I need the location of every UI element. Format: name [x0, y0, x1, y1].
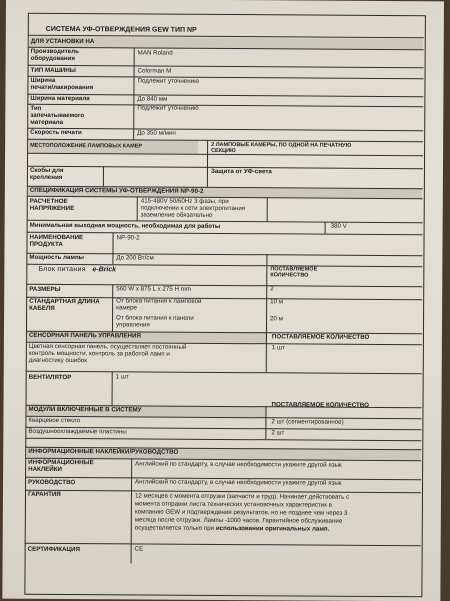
manual-value: Английский по стандарту, в случае необходимости укажите другой язык — [135, 478, 342, 487]
certification-label: СЕРТИФИКАЦИЯ — [27, 545, 80, 554]
touch-panel-desc: Цветная сенсорная панель, осуществляет постоянный контроль мощности, контроль за работой ламп и диагностику ошибок — [28, 342, 187, 364]
material-width-label: Ширина материала — [30, 94, 90, 103]
touch-panel-qty-label: ПОСТАВЛЯЕМОЕ КОЛИЧЕСТВО — [271, 333, 370, 341]
min-power-value: 380 V — [330, 222, 347, 230]
rated-voltage-label: РАСЧЕТНОЕ НАПРЯЖЕНИЕ — [29, 197, 75, 212]
speed-value: До 350 м/мин — [137, 129, 176, 137]
modules-qty-label: ПОСТАВЛЯЕМОЕ КОЛИЧЕСТВО — [271, 401, 369, 409]
machine-type-value: Colorman M — [137, 67, 172, 75]
cable-panel-value: 20 м — [270, 315, 283, 323]
stickers-label: ИНФОРМАЦИОННЫЕ НАКЛЕЙКИ — [28, 458, 94, 473]
material-type-value: Подлежит уточнению — [137, 104, 199, 112]
product-name-label: НАИМЕНОВАНИЕ ПРОДУКТА — [29, 233, 84, 248]
lamp-location-value: 2 ЛАМПОВЫЕ КАМЕРЫ, ПО ОДНОЙ НА ПЕЧАТНУЮ СЕКЦИЮ — [211, 141, 352, 155]
print-width-label: Ширина печати/лакирования — [30, 76, 94, 92]
air-plates-label: Воздушноохлаждаемые пластины — [28, 427, 127, 436]
product-name-value: NP-90-2 — [116, 234, 140, 242]
stickers-value: Английский по стандарту, в случае необходимости укажите другой язык — [135, 460, 342, 469]
cable-lamp-label: От блока питания к ламповой камере — [116, 297, 202, 312]
air-plates-value: 2 шт — [271, 429, 285, 437]
fan-value: 1 шт — [115, 373, 129, 381]
fan-label: ВЕНТИЛЯТОР — [28, 373, 72, 382]
quartz-label: Кварцевое стекло — [28, 416, 81, 425]
speed-label: Скорость печати — [30, 128, 82, 137]
dimensions-value: 560 W x 875 L x 275 H mm — [116, 285, 192, 293]
lamp-power-label: Мощность лампы — [29, 253, 85, 262]
quartz-value: 2 шт (сегментированное) — [271, 418, 344, 426]
uv-protection-label: Защита от УФ-света — [210, 167, 272, 176]
material-type-label: Тип запечатываемого материала — [30, 104, 85, 126]
cable-panel-label: От блока питания к панели управления — [115, 314, 194, 329]
modules-header: МОДУЛИ ВКЛЮЧЕННЫЕ В СИСТЕМУ — [28, 405, 142, 414]
warranty-text: 12 месяцев с момента отгрузки (запчасти и труд). Начинает действовать с момента отправки листа технических установочных характеристик в компанию GEW и подтверждения результатов, но не позднее чем через 3 месяца после отгрузки. Лампы -1000 часов. Гарантийное обслуживание осуществляется только при — [134, 492, 350, 533]
lamp-power-value: До 200 Вт/см — [116, 254, 154, 262]
power-unit-brand: e-Brick — [92, 266, 117, 274]
brackets-label: Скобы для крепления — [29, 166, 64, 181]
rated-voltage-value: 415-480V 50/60Hz 3 фазы, при подключении к сети электропитания заземление обязательно — [140, 197, 246, 219]
document-title: СИСТЕМА УФ-ОТВЕРЖДЕНИЯ GEW ТИП NP — [45, 25, 197, 34]
material-width-value: До 840 мм — [137, 95, 168, 103]
touch-panel-qty: 1 шт — [271, 344, 285, 352]
print-width-value: Подлежит уточнению — [137, 77, 199, 85]
warranty-bold-text: использовании оригинальных ламп. — [215, 525, 330, 533]
spec-header: СПЕЦИФИКАЦИЯ СИСТЕМЫ УФ-ОТВЕРЖДЕНИЯ NP-90-2 — [29, 186, 204, 195]
power-unit-label: Блок питания — [38, 265, 86, 274]
lamp-location-label: МЕСТОПОЛОЖЕНИЕ ЛАМПОВЫХ КАМЕР — [30, 142, 143, 150]
warranty-label: ГАРАНТИЯ — [27, 490, 61, 499]
touch-panel-label: СЕНСОРНАЯ ПАНЕЛЬ УПРАВЛЕНИЯ — [28, 331, 141, 340]
machine-type-label: ТИП МАШИНЫ — [30, 66, 76, 75]
manufacturer-label: Производитель оборудования — [30, 47, 79, 62]
min-power-label: Минимальная выходная мощность, необходимая для работы — [29, 221, 221, 230]
warranty-value — [135, 492, 349, 534]
manufacturer-value: MAN Roland — [137, 49, 173, 57]
cable-label: СТАНДАРТНАЯ ДЛИНА КАБЕЛЯ — [29, 297, 100, 312]
supplied-qty-label: ПОСТАВЛЯЕМОЕ КОЛИЧЕСТВО — [270, 266, 318, 279]
certification-value: CE — [134, 545, 144, 553]
manual-label: РУКОВОДСТВО — [28, 478, 76, 487]
cable-lamp-value: 10 м — [270, 298, 284, 306]
dimensions-label: РАЗМЕРЫ — [29, 285, 61, 294]
supplied-qty-value: 2 — [270, 285, 274, 293]
info-header: ИНФОРМАЦИОННЫЕ НАКЛЕЙКИ/РУКОВОДСТВО — [28, 447, 179, 456]
install-header: ДЛЯ УСТАНОВКИ НА — [30, 37, 95, 46]
document-page — [2, 0, 444, 601]
